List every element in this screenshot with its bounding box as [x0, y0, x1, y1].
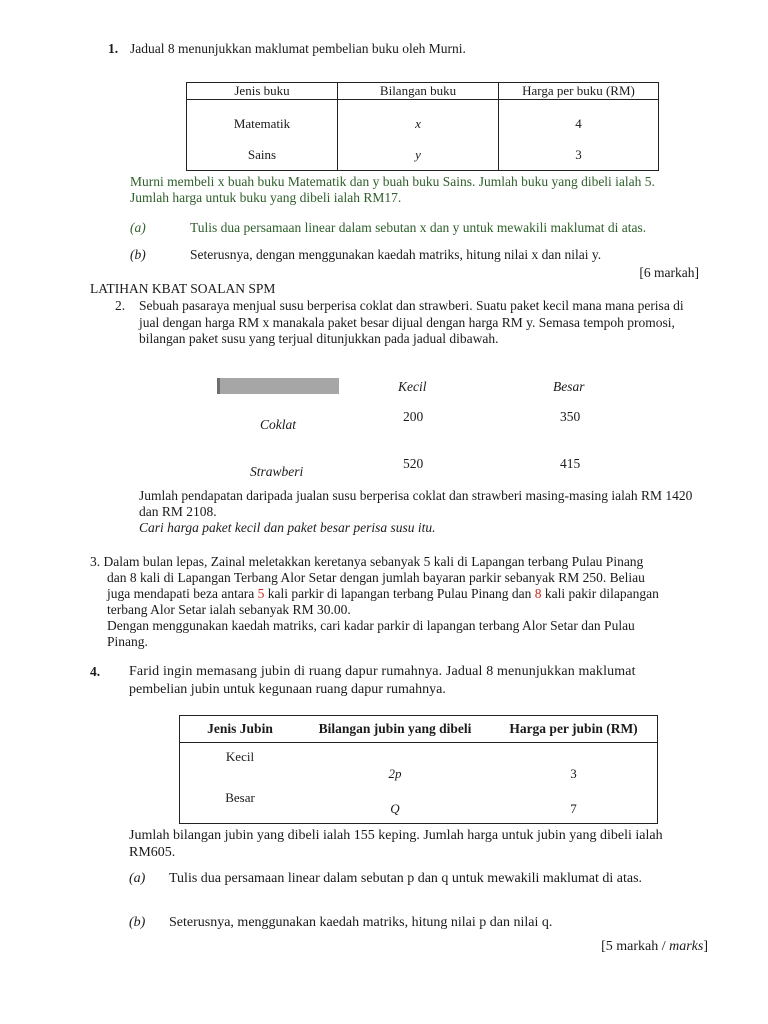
- q3-line3: [107, 586, 659, 602]
- q1-cell: 3: [575, 147, 582, 162]
- q2-table-header-besar: Besar: [553, 379, 585, 394]
- q1-part-a-label: (a): [130, 220, 146, 235]
- q2-after2: dan RM 2108.: [139, 504, 217, 519]
- q2-row-label: Coklat: [260, 417, 296, 432]
- q2-line3: bilangan paket susu yang terjual ditunjukkan pada jadual dibawah.: [139, 331, 499, 346]
- q4-part-b-label: (b): [129, 915, 146, 930]
- q1-cell: y: [415, 147, 421, 162]
- table-row: [180, 743, 658, 784]
- q2-number: 2.: [115, 298, 126, 313]
- q2-cell: 520: [403, 456, 424, 471]
- q3-red-number: 8: [534, 586, 542, 601]
- q4-marks: [601, 939, 708, 955]
- q1-cell: x: [415, 116, 421, 131]
- q1-part-a-text: Tulis dua persamaan linear dalam sebutan x dan y untuk mewakili maklumat di atas.: [190, 220, 647, 235]
- q4-line2: pembelian jubin untuk kegunaan ruang dapur rumahnya.: [129, 682, 446, 697]
- q2-cell: 200: [403, 409, 424, 424]
- q3-line5: Dengan menggunakan kaedah matriks, cari kadar parkir di lapangan terbang Alor Setar dan Pulau: [107, 618, 635, 633]
- q4-line1: Farid ingin memasang jubin di ruang dapur rumahnya. Jadual 8 menunjukkan maklumat: [129, 664, 636, 679]
- q3-line3-text: kali parkir di lapangan terbang Pulau Pinang dan: [264, 586, 535, 601]
- q2-row-label: Strawberi: [250, 464, 304, 479]
- q1-table-header: Bilangan buku: [338, 83, 499, 100]
- q4-table-header: Bilangan jubin yang dibeli: [300, 716, 490, 743]
- q4-cell: 7: [570, 801, 577, 816]
- q3-line1: 3. Dalam bulan lepas, Zainal meletakkan keretanya sebanyak 5 kali di Lapangan terbang Pulau Pinang: [90, 554, 644, 569]
- q1-info-line1: Murni membeli x buah buku Matematik dan y buah buku Sains. Jumlah buku yang dibeli ialah 5.: [130, 174, 655, 189]
- q2-table-header-shade: [217, 378, 339, 394]
- q2-cell: 350: [560, 409, 581, 424]
- q4-cell: Kecil: [225, 749, 255, 764]
- q4-number: 4.: [90, 664, 101, 679]
- q1-marks: [6 markah]: [639, 265, 699, 280]
- q4-table: [179, 715, 658, 824]
- q1-part-b-label: (b): [130, 247, 146, 262]
- q4-table-header: Harga per jubin (RM): [490, 716, 658, 743]
- q2-table-header-kecil: Kecil: [398, 379, 427, 394]
- q1-info-line2: Jumlah harga untuk buku yang dibeli ialah RM17.: [130, 190, 402, 205]
- q4-part-a-label: (a): [129, 871, 146, 886]
- q1-cell: Matematik: [233, 116, 291, 131]
- q3-line6: Pinang.: [107, 634, 148, 649]
- q1-table-header: Harga per buku (RM): [499, 83, 659, 100]
- q2-after1: Jumlah pendapatan daripada jualan susu berperisa coklat dan strawberi masing-masing ialah RM 1420: [139, 488, 693, 503]
- q4-marks-italic: marks: [669, 939, 704, 954]
- q3-line2: dan 8 kali di Lapangan Terbang Alor Setar dengan jumlah bayaran parkir sebanyak RM 250. Beliau: [107, 570, 645, 585]
- q2-line1: Sebuah pasaraya menjual susu berperisa coklat dan strawberi. Suatu paket kecil mana mana perisa di: [139, 298, 684, 313]
- q4-after2: RM605.: [129, 845, 176, 860]
- q4-marks-text: ]: [703, 939, 708, 954]
- q1-cell: Sains: [247, 147, 277, 162]
- q2-after3: Cari harga paket kecil dan paket besar perisa susu itu.: [139, 520, 436, 535]
- q4-part-a-text: Tulis dua persamaan linear dalam sebutan p dan q untuk mewakili maklumat di atas.: [169, 871, 643, 886]
- q3-line4: terbang Alor Setar ialah sebanyak RM 30.00.: [107, 602, 351, 617]
- table-row: [180, 784, 658, 824]
- q1-table: [186, 82, 659, 171]
- q1-cell: 4: [575, 116, 582, 131]
- q4-table-header: Jenis Jubin: [180, 716, 301, 743]
- section-title: LATIHAN KBAT SOALAN SPM: [90, 281, 276, 296]
- q4-marks-text: [5 markah /: [601, 939, 670, 954]
- q3-red-number: 5: [257, 586, 265, 601]
- q2-line2: jual dengan harga RM x manakala paket besar dijual dengan harga RM y. Semasa tempoh promosi,: [139, 315, 675, 330]
- q3-line3-text: juga mendapati beza antara: [107, 586, 258, 601]
- q3-line3-text: kali pakir dilapangan: [541, 586, 659, 601]
- q4-cell: Q: [390, 801, 400, 816]
- q1-intro: Jadual 8 menunjukkan maklumat pembelian buku oleh Murni.: [130, 41, 466, 56]
- q1-table-header: Jenis buku: [187, 83, 338, 100]
- q1-table-body: [187, 100, 659, 171]
- q1-number: 1.: [108, 41, 119, 56]
- q4-part-b-text: Seterusnya, menggunakan kaedah matriks, hitung nilai p dan nilai q.: [169, 915, 553, 930]
- q4-after1: Jumlah bilangan jubin yang dibeli ialah 155 keping. Jumlah harga untuk jubin yang dibeli ialah: [129, 828, 663, 843]
- q1-part-b-text: Seterusnya, dengan menggunakan kaedah matriks, hitung nilai x dan nilai y.: [190, 247, 602, 262]
- q2-cell: 415: [560, 456, 581, 471]
- q4-cell: 2p: [388, 765, 402, 781]
- q4-cell: Besar: [225, 789, 255, 805]
- q4-cell: 3: [570, 765, 577, 781]
